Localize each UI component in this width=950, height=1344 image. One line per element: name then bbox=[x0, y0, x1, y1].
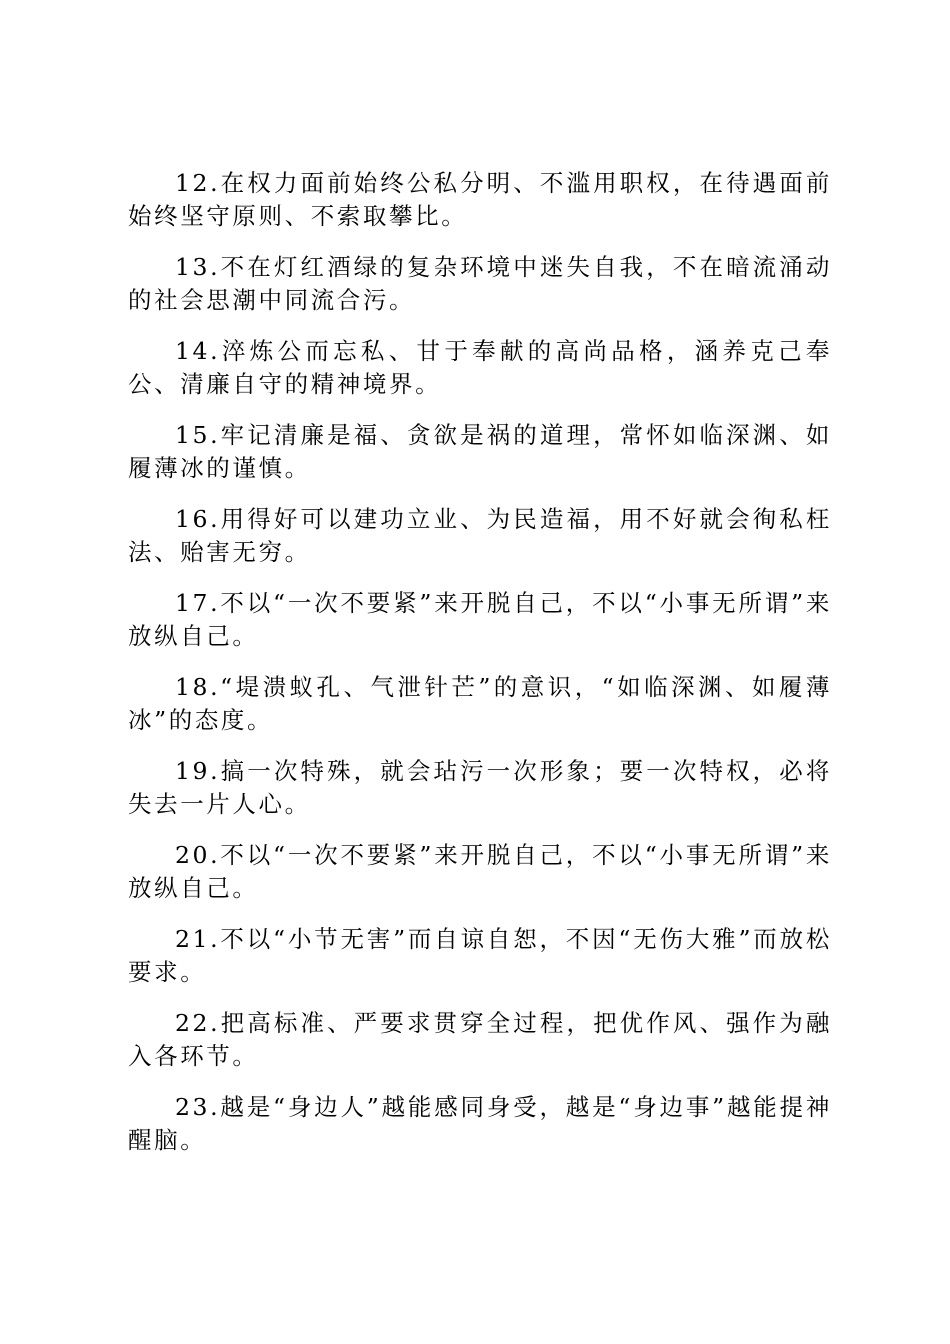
paragraph-15: 15.牢记清廉是福、贪欲是祸的道理，常怀如临深渊、如履薄冰的谨慎。 bbox=[128, 421, 832, 482]
paragraph-14: 14.淬炼公而忘私、甘于奉献的高尚品格，涵养克己奉公、清廉自守的精神境界。 bbox=[128, 337, 832, 398]
paragraph-12: 12.在权力面前始终公私分明、不滥用职权，在待遇面前始终坚守原则、不索取攀比。 bbox=[128, 169, 832, 230]
paragraph-20: 20.不以“一次不要紧”来开脱自己，不以“小事无所谓”来放纵自己。 bbox=[128, 841, 832, 902]
paragraph-17: 17.不以“一次不要紧”来开脱自己，不以“小事无所谓”来放纵自己。 bbox=[128, 589, 832, 650]
paragraph-22: 22.把高标准、严要求贯穿全过程，把优作风、强作为融入各环节。 bbox=[128, 1009, 832, 1070]
paragraph-16: 16.用得好可以建功立业、为民造福，用不好就会徇私枉法、贻害无穷。 bbox=[128, 505, 832, 566]
paragraph-13: 13.不在灯红酒绿的复杂环境中迷失自我，不在暗流涌动的社会思潮中同流合污。 bbox=[128, 253, 832, 314]
paragraph-19: 19.搞一次特殊，就会玷污一次形象；要一次特权，必将失去一片人心。 bbox=[128, 757, 832, 818]
paragraph-18: 18.“堤溃蚁孔、气泄针芒”的意识，“如临深渊、如履薄冰”的态度。 bbox=[128, 673, 832, 734]
paragraph-23: 23.越是“身边人”越能感同身受，越是“身边事”越能提神醒脑。 bbox=[128, 1093, 832, 1154]
paragraph-21: 21.不以“小节无害”而自谅自恕，不因“无伤大雅”而放松要求。 bbox=[128, 925, 832, 986]
document-body bbox=[128, 167, 832, 1175]
